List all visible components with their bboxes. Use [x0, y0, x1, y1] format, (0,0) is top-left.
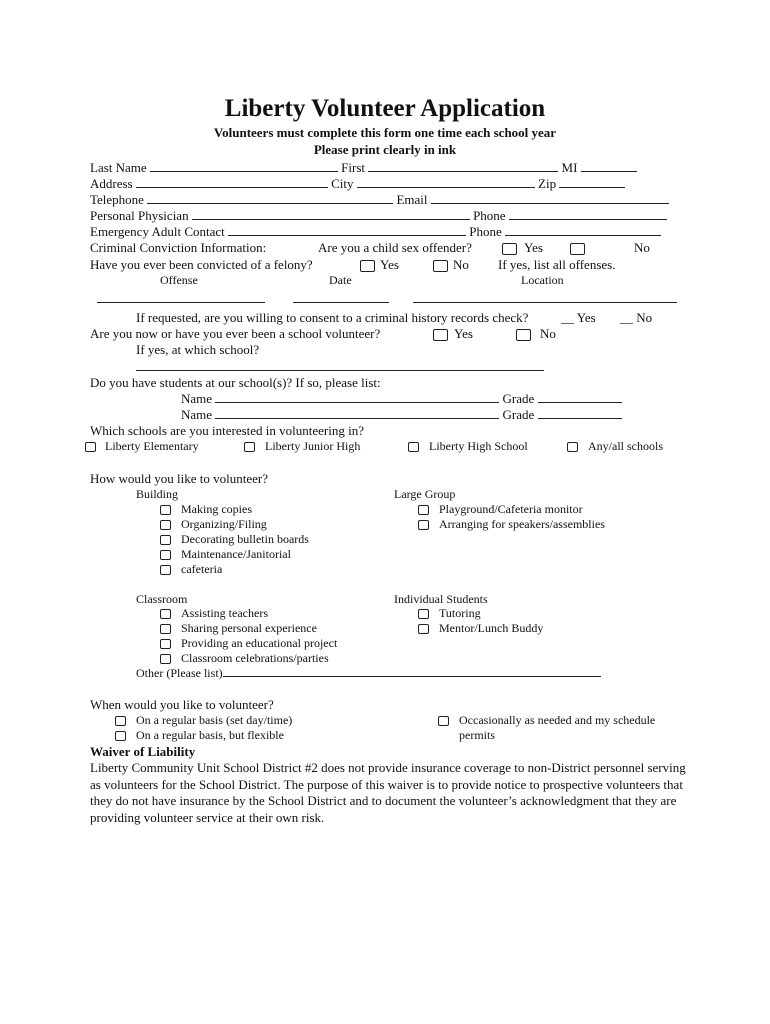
celebrations-label: Classroom celebrations/parties: [181, 651, 329, 665]
speakers-assemblies-checkbox[interactable]: [418, 520, 429, 530]
physician-label: Personal Physician: [90, 208, 189, 223]
waiver-text: Liberty Community Unit School District #2 does not provide insurance coverage to non-District personnel serving as volunteers for the School District. The purpose of this waiver is to provide notice to prospective volunteers that they do not have insurance by the School District and to document the volunteer’s acknowledgment that they are providing volunteer service at their own risk.: [90, 760, 686, 825]
last-name-field[interactable]: [150, 161, 338, 172]
organizing-filing-checkbox[interactable]: [160, 520, 171, 530]
occasional-label-line2: permits: [459, 728, 495, 742]
individual-students-label: Individual Students: [394, 592, 488, 606]
last-name-label: Last Name: [90, 160, 147, 175]
felony-yes-label: Yes: [380, 257, 399, 272]
maintenance-checkbox[interactable]: [160, 550, 171, 560]
school-volunteer-no-checkbox[interactable]: [516, 329, 531, 341]
email-label: Email: [396, 192, 428, 207]
school-volunteer-yes-checkbox[interactable]: [433, 329, 448, 341]
tutoring-label: Tutoring: [439, 606, 481, 620]
maintenance-label: Maintenance/Janitorial: [181, 547, 291, 561]
occasional-label-line1: Occasionally as needed and my schedule: [459, 713, 656, 727]
felony-no-checkbox[interactable]: [433, 260, 448, 272]
student-name-label: Name: [181, 407, 213, 422]
school-volunteer-question: Are you now or have you ever been a school volunteer?: [90, 326, 381, 341]
sharing-experience-checkbox[interactable]: [160, 624, 171, 634]
school-elementary-label: Liberty Elementary: [105, 439, 199, 453]
waiver-title: Waiver of Liability: [90, 744, 196, 759]
student-row-1: [181, 391, 622, 407]
speakers-assemblies-label: Arranging for speakers/assemblies: [439, 517, 605, 531]
school-volunteer-no-label: No: [540, 326, 556, 341]
educational-project-label: Providing an educational project: [181, 636, 338, 650]
felony-no-label: No: [453, 257, 469, 272]
address-field[interactable]: [136, 177, 328, 188]
sharing-experience-label: Sharing personal experience: [181, 621, 317, 635]
consent-no-option[interactable]: __ No: [620, 310, 653, 325]
which-school-question: If yes, at which school?: [136, 342, 260, 357]
offense-location-field[interactable]: [413, 302, 677, 303]
assisting-teachers-checkbox[interactable]: [160, 609, 171, 619]
mentor-checkbox[interactable]: [418, 624, 429, 634]
student-grade-field-1[interactable]: [538, 392, 622, 403]
city-label: City: [331, 176, 354, 191]
consent-question: If requested, are you willing to consent to a criminal history records check?: [136, 310, 529, 325]
first-name-label: First: [341, 160, 366, 175]
last-name-row: [90, 160, 637, 176]
physician-phone-field[interactable]: [509, 209, 667, 220]
regular-set-checkbox[interactable]: [115, 716, 126, 726]
regular-flexible-checkbox[interactable]: [115, 731, 126, 741]
form-subtitle: Volunteers must complete this form one time each school year: [213, 125, 557, 140]
emergency-row: [90, 224, 661, 240]
mentor-label: Mentor/Lunch Buddy: [439, 621, 544, 635]
mi-field[interactable]: [581, 161, 637, 172]
offense-date-field[interactable]: [293, 302, 389, 303]
telephone-row: [90, 192, 669, 208]
emergency-label: Emergency Adult Contact: [90, 224, 225, 239]
zip-label: Zip: [538, 176, 557, 191]
date-column-header: Date: [329, 273, 352, 287]
telephone-field[interactable]: [147, 193, 393, 204]
school-any-label: Any/all schools: [588, 439, 663, 453]
student-row-2: [181, 407, 622, 423]
address-label: Address: [90, 176, 133, 191]
school-elementary-checkbox[interactable]: [85, 442, 96, 452]
occasional-checkbox[interactable]: [438, 716, 449, 726]
assisting-teachers-label: Assisting teachers: [181, 606, 268, 620]
making-copies-label: Making copies: [181, 502, 252, 516]
large-group-label: Large Group: [394, 487, 456, 501]
student-name-label: Name: [181, 391, 213, 406]
school-junior-high-label: Liberty Junior High: [265, 439, 361, 453]
school-volunteer-yes-label: Yes: [454, 326, 473, 341]
student-name-field-1[interactable]: [215, 392, 499, 403]
sex-offender-yes-checkbox[interactable]: [502, 243, 517, 255]
address-row: [90, 176, 625, 192]
email-field[interactable]: [431, 193, 669, 204]
bulletin-boards-label: Decorating bulletin boards: [181, 532, 309, 546]
location-column-header: Location: [521, 273, 564, 287]
making-copies-checkbox[interactable]: [160, 505, 171, 515]
emergency-field[interactable]: [228, 225, 466, 236]
offense-field[interactable]: [97, 302, 265, 303]
first-name-field[interactable]: [368, 161, 558, 172]
felony-question: Have you ever been convicted of a felony?: [90, 257, 313, 272]
offense-column-header: Offense: [160, 273, 198, 287]
regular-set-label: On a regular basis (set day/time): [136, 713, 293, 727]
form-title: Liberty Volunteer Application: [224, 95, 546, 122]
cafeteria-label: cafeteria: [181, 562, 223, 576]
tutoring-checkbox[interactable]: [418, 609, 429, 619]
classroom-label: Classroom: [136, 592, 188, 606]
list-offenses-text: If yes, list all offenses.: [498, 257, 616, 272]
sex-offender-no-label: No: [634, 240, 650, 255]
other-label: Other (Please list): [136, 666, 223, 680]
schools-question: Which schools are you interested in volunteering in?: [90, 423, 365, 438]
zip-field[interactable]: [559, 177, 625, 188]
building-label: Building: [136, 487, 179, 501]
emergency-phone-label: Phone: [469, 224, 502, 239]
felony-yes-checkbox[interactable]: [360, 260, 375, 272]
student-name-field-2[interactable]: [215, 408, 499, 419]
educational-project-checkbox[interactable]: [160, 639, 171, 649]
cafeteria-checkbox[interactable]: [160, 565, 171, 575]
playground-monitor-checkbox[interactable]: [418, 505, 429, 515]
school-junior-high-checkbox[interactable]: [244, 442, 255, 452]
city-field[interactable]: [357, 177, 535, 188]
physician-row: [90, 208, 667, 224]
organizing-filing-label: Organizing/Filing: [181, 517, 267, 531]
sex-offender-question: Are you a child sex offender?: [318, 240, 472, 255]
school-any-checkbox[interactable]: [567, 442, 578, 452]
which-school-field[interactable]: [136, 370, 544, 371]
celebrations-checkbox[interactable]: [160, 654, 171, 664]
students-question: Do you have students at our school(s)? If so, please list:: [90, 375, 381, 390]
other-row: [136, 666, 601, 681]
schedule-question: When would you like to volunteer?: [90, 697, 274, 712]
volunteer-type-question: How would you like to volunteer?: [90, 471, 268, 486]
criminal-label: Criminal Conviction Information:: [90, 240, 267, 255]
student-grade-label: Grade: [502, 407, 535, 422]
mi-label: MI: [561, 160, 578, 175]
physician-phone-label: Phone: [473, 208, 506, 223]
sex-offender-yes-label: Yes: [524, 240, 543, 255]
telephone-label: Telephone: [90, 192, 144, 207]
sex-offender-no-checkbox[interactable]: [570, 243, 585, 255]
student-grade-label: Grade: [502, 391, 535, 406]
emergency-phone-field[interactable]: [505, 225, 661, 236]
form-instruction: Please print clearly in ink: [313, 142, 457, 157]
consent-yes-option[interactable]: __ Yes: [561, 310, 596, 325]
physician-field[interactable]: [192, 209, 470, 220]
student-grade-field-2[interactable]: [538, 408, 622, 419]
regular-flexible-label: On a regular basis, but flexible: [136, 728, 284, 742]
other-field[interactable]: [223, 666, 601, 677]
bulletin-boards-checkbox[interactable]: [160, 535, 171, 545]
school-high-school-label: Liberty High School: [429, 439, 528, 453]
playground-monitor-label: Playground/Cafeteria monitor: [439, 502, 583, 516]
school-high-school-checkbox[interactable]: [408, 442, 419, 452]
